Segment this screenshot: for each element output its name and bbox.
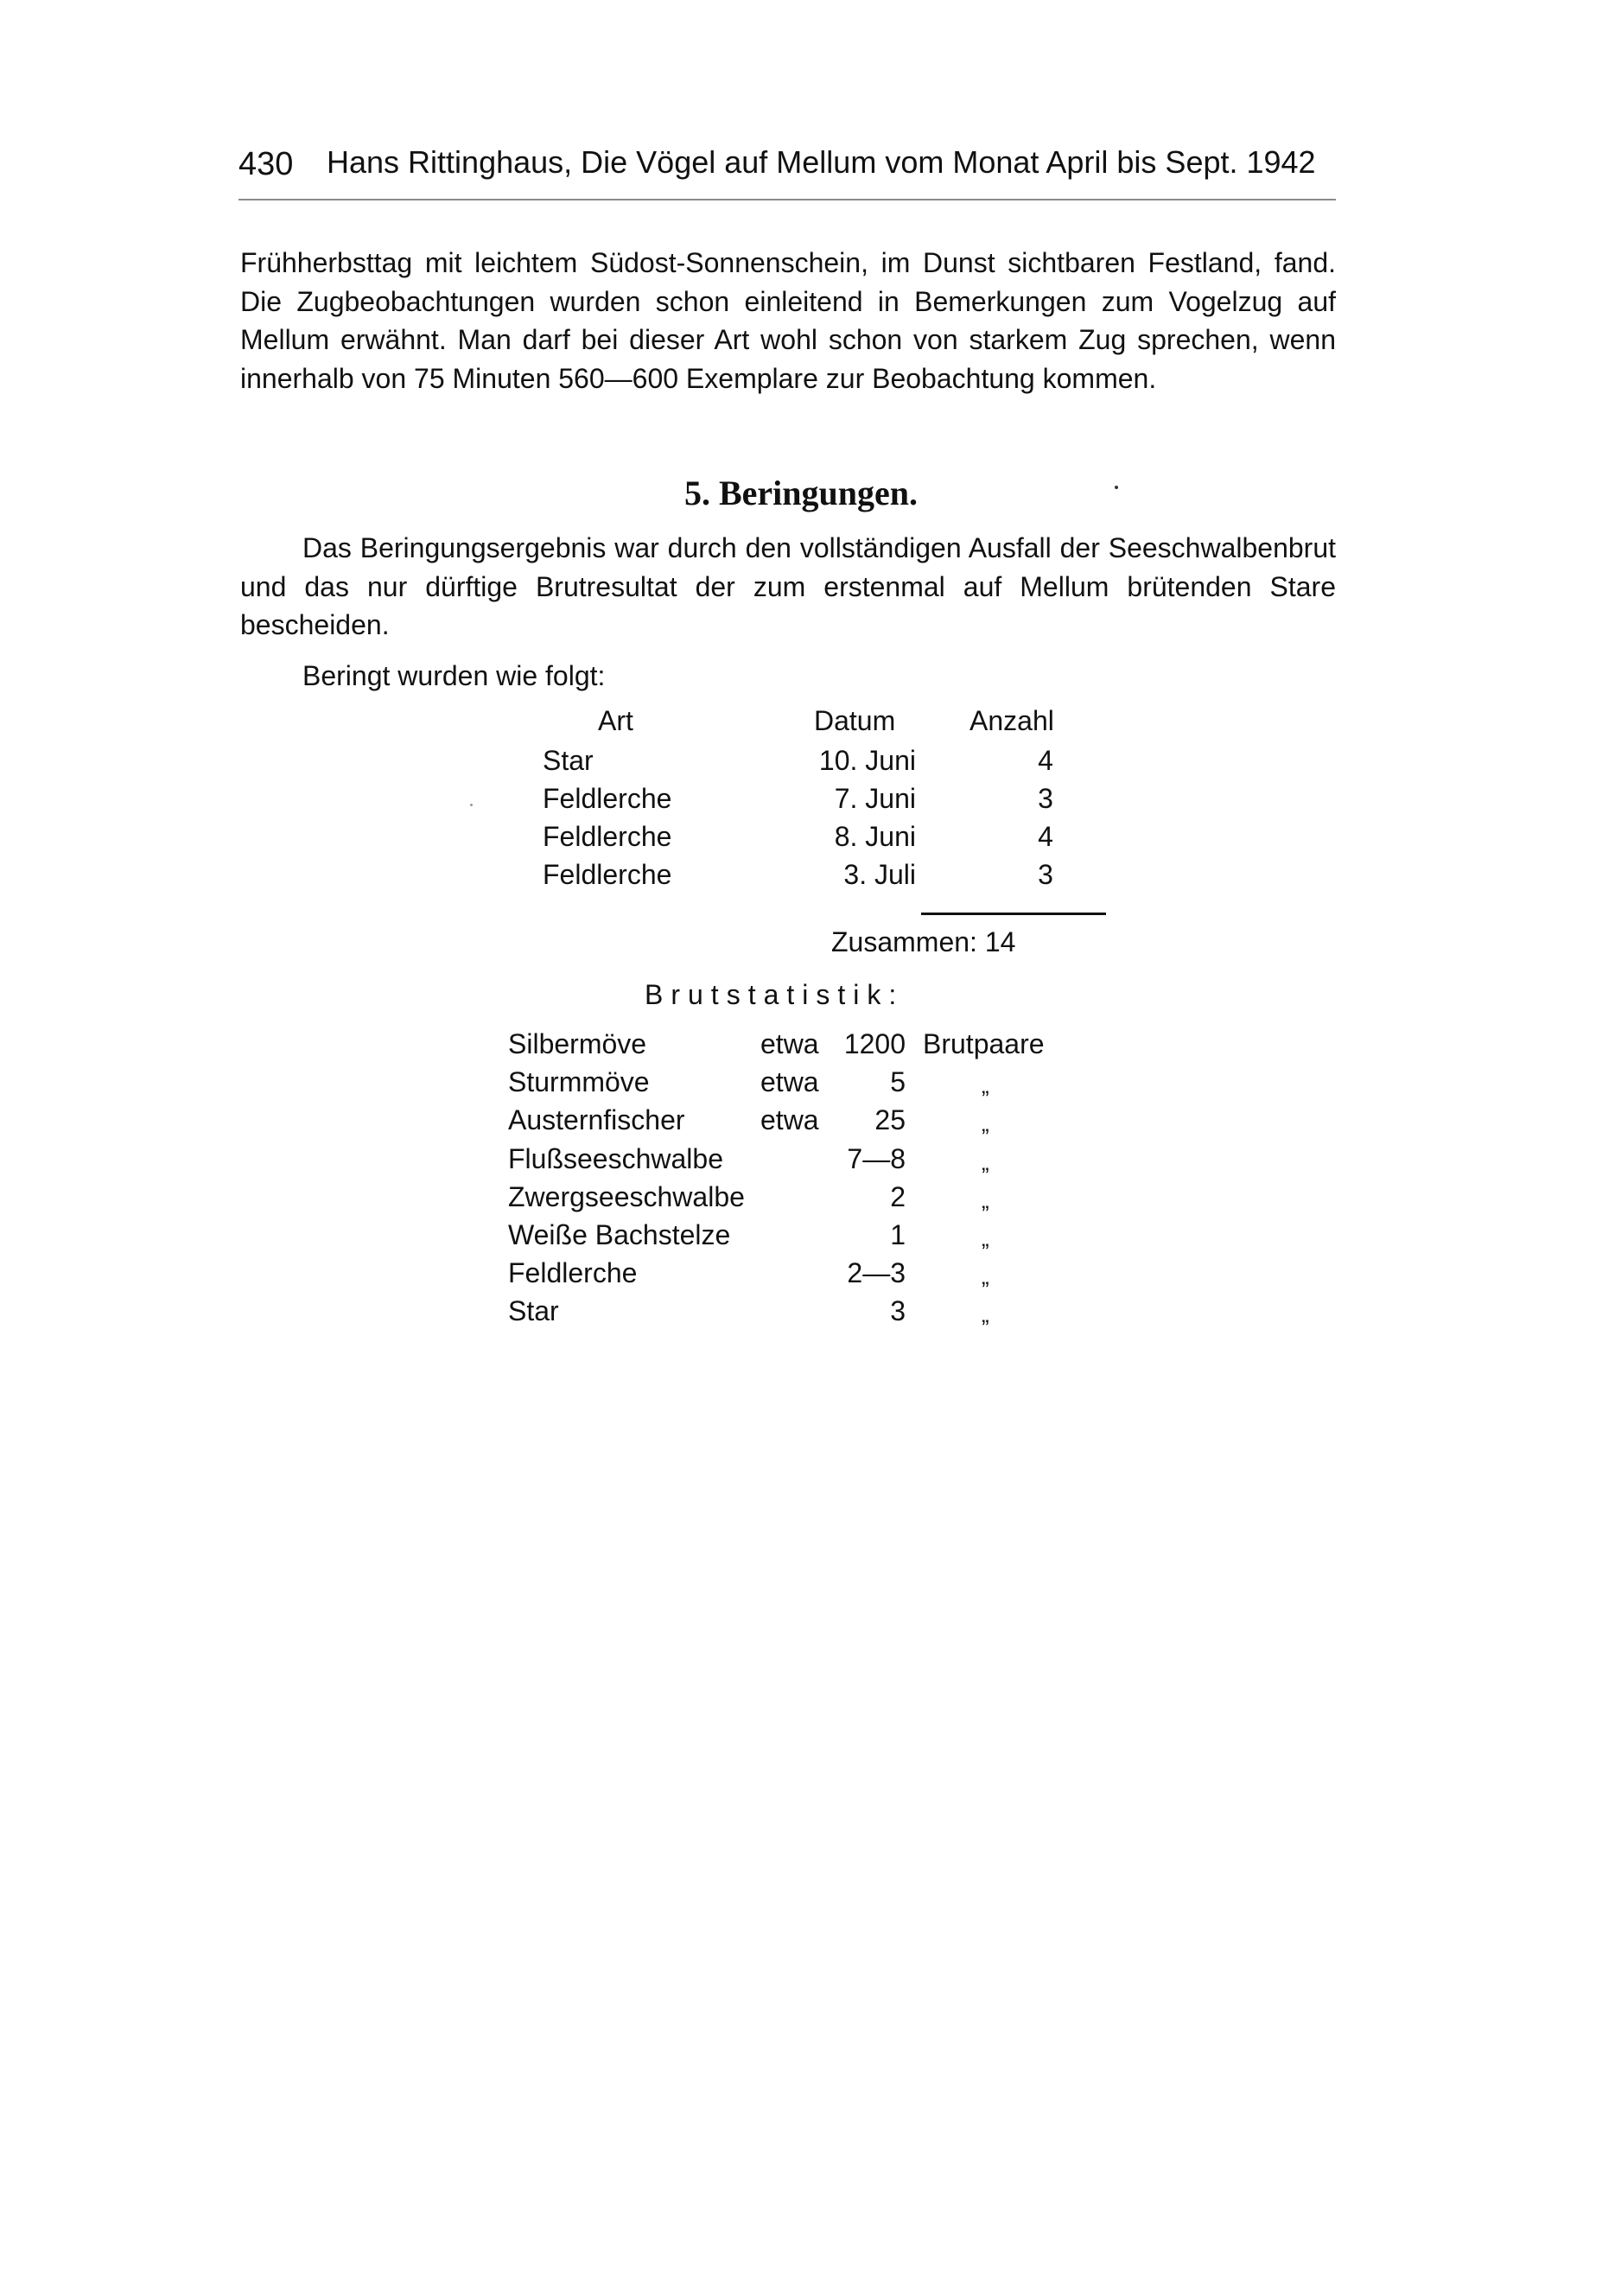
- print-speck: [1115, 486, 1118, 489]
- stats-qualifier: etwa: [760, 1104, 819, 1136]
- stats-species: Silbermöve: [508, 1028, 647, 1059]
- ringing-row-anzahl: 3: [1038, 783, 1053, 814]
- ringing-row-anzahl: 3: [1038, 859, 1053, 890]
- stats-count: 1200: [843, 1028, 906, 1059]
- running-header: [238, 138, 1336, 187]
- sum-rule: [921, 913, 1106, 915]
- stats-species: Feldlerche: [508, 1257, 638, 1289]
- total-label: Zusammen:: [831, 926, 977, 957]
- stats-row: [508, 1063, 1113, 1101]
- ringing-row-anzahl: 4: [1038, 821, 1053, 852]
- paragraph-migration: Frühherbsttag mit leichtem Südost-Sonnenschein, im Dunst sichtbaren Festland, fand. Die Zugbeobachtungen wurden schon einleitend in Bemerkungen zum Vogelzug auf Mellum erwähnt. Man darf bei dieser Art wohl schon von starkem Zug sprechen, wenn innerhalb von 75 Minuten 560—600 Exemplare zur Beobachtung kommen.: [240, 247, 1336, 394]
- stats-row: [508, 1140, 1113, 1178]
- stats-species: Sturmmöve: [508, 1066, 650, 1098]
- stats-row: [508, 1216, 1113, 1254]
- stats-count: 1: [890, 1218, 906, 1250]
- stats-count: 25: [874, 1104, 906, 1136]
- column-header-anzahl: Anzahl: [969, 705, 1054, 736]
- stats-row: [508, 1292, 1113, 1330]
- stats-ditto-mark: „: [982, 1148, 989, 1175]
- stats-species: Flußseeschwalbe: [508, 1142, 723, 1174]
- stats-row: [508, 1025, 1113, 1063]
- ringing-row-anzahl: 4: [1038, 745, 1053, 776]
- stats-ditto-mark: „: [982, 1263, 989, 1290]
- section-heading: 5. Beringungen.: [683, 474, 919, 512]
- ringing-row-datum: 10. Juni: [818, 745, 916, 776]
- stats-ditto-mark: „: [982, 1186, 989, 1213]
- header-rule: [238, 199, 1336, 200]
- stats-ditto-mark: „: [982, 1072, 989, 1099]
- stats-ditto-mark: „: [982, 1301, 989, 1328]
- total-value: 14: [984, 926, 1016, 957]
- ringing-table: [536, 702, 1123, 970]
- page-number: 430: [238, 146, 294, 182]
- stats-count: 2—3: [847, 1257, 906, 1289]
- ringing-row-datum: 3. Juli: [843, 859, 916, 890]
- stats-species: Star: [508, 1295, 559, 1327]
- stats-row: [508, 1178, 1113, 1216]
- column-header-art: Art: [598, 705, 633, 736]
- stats-row: [508, 1101, 1113, 1139]
- running-title: Hans Rittinghaus, Die Vögel auf Mellum vom Monat April bis Sept. 1942: [327, 144, 1316, 180]
- stats-qualifier: etwa: [760, 1028, 819, 1059]
- stats-count: 7—8: [847, 1142, 906, 1174]
- stats-row: [508, 1254, 1113, 1292]
- stats-species: Austernfischer: [508, 1104, 685, 1136]
- brutstatistik-table: [508, 1025, 1113, 1331]
- stats-count: 2: [890, 1180, 906, 1212]
- ringing-row-datum: 7. Juni: [834, 783, 916, 814]
- ringing-row-art: Feldlerche: [543, 821, 672, 852]
- stats-unit: Brutpaare: [923, 1028, 1045, 1059]
- paragraph-ringed-as-follows: Beringt wurden wie folgt:: [302, 660, 606, 691]
- column-header-datum: Datum: [814, 705, 896, 736]
- ringing-row-datum: 8. Juni: [834, 821, 916, 852]
- print-speck: [470, 804, 473, 806]
- stats-ditto-mark: „: [982, 1224, 989, 1251]
- paragraph-ringing-result: Das Beringungsergebnis war durch den vollständigen Ausfall der Seeschwalbenbrut und das nur dürftige Brutresultat der zum erstenmal auf Mellum brütenden Stare bescheiden.: [240, 532, 1336, 641]
- stats-count: 3: [890, 1295, 906, 1327]
- stats-species: Zwergseeschwalbe: [508, 1180, 745, 1212]
- ringing-row-art: Feldlerche: [543, 783, 672, 814]
- ringing-row-art: Star: [543, 745, 594, 776]
- ringing-total: [831, 923, 1015, 961]
- stats-species: Weiße Bachstelze: [508, 1218, 731, 1250]
- stats-count: 5: [890, 1066, 906, 1098]
- brutstatistik-heading: Brutstatistik:: [645, 979, 905, 1010]
- stats-ditto-mark: „: [982, 1110, 989, 1137]
- ringing-row-art: Feldlerche: [543, 859, 672, 890]
- stats-qualifier: etwa: [760, 1066, 819, 1098]
